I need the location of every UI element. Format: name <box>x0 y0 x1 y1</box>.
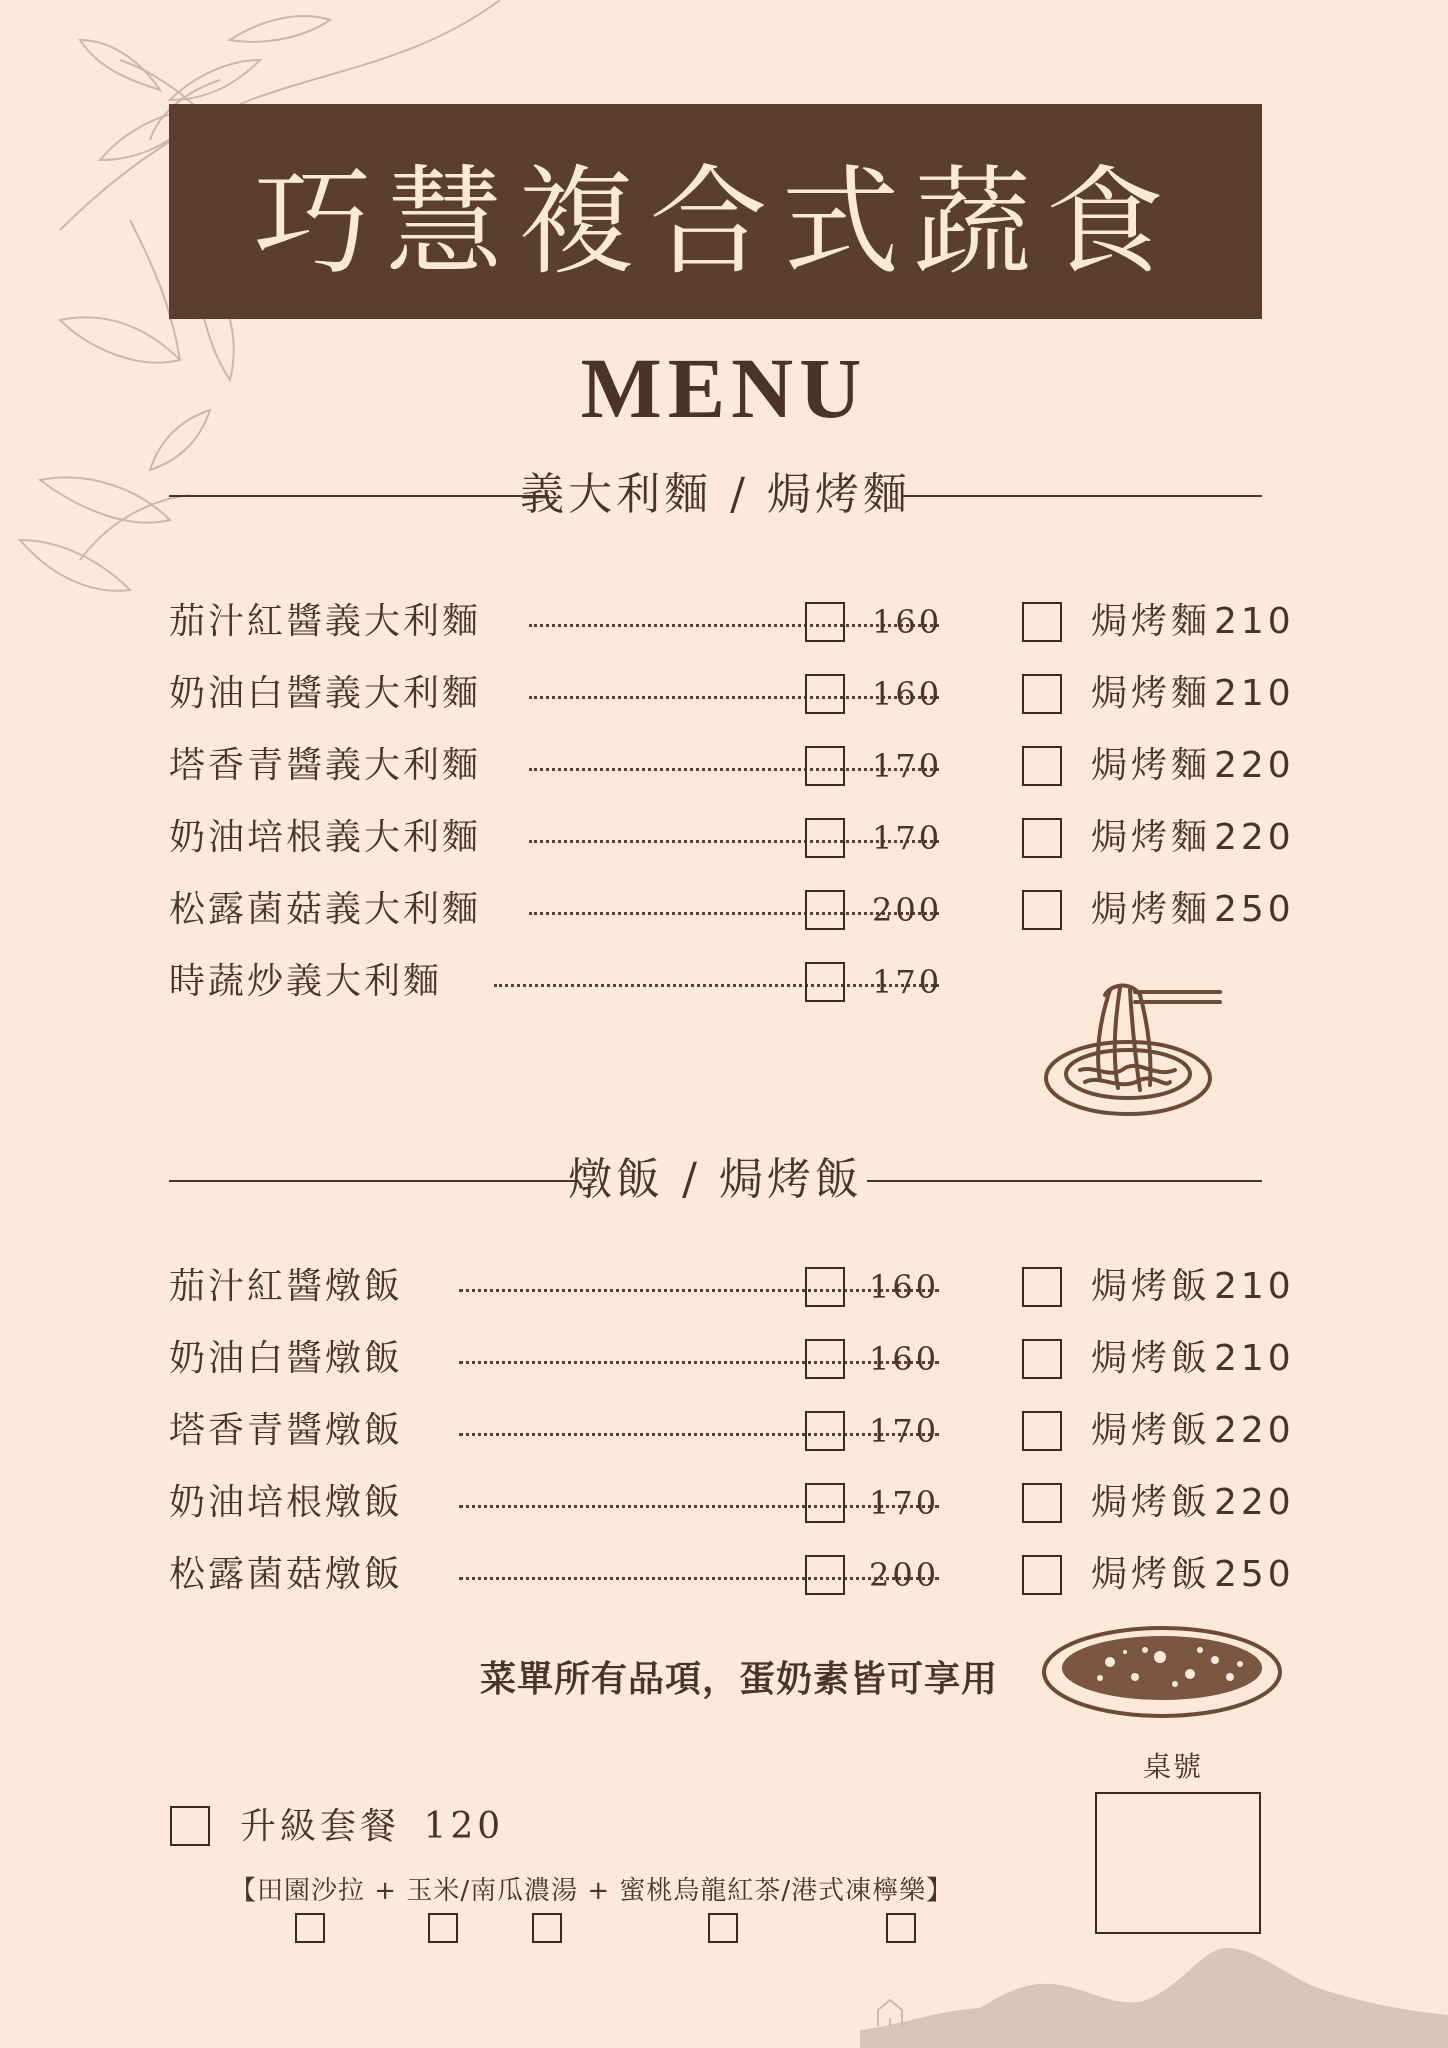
item-checkbox[interactable] <box>805 962 845 1002</box>
gratin-price: 220 <box>1214 1410 1295 1451</box>
risotto-plate-icon <box>1040 1622 1285 1722</box>
dotted-leader <box>459 1329 939 1389</box>
gratin-checkbox[interactable] <box>1022 1483 1062 1523</box>
gratin-price: 220 <box>1214 1482 1295 1523</box>
hills-house-decoration <box>860 1930 1448 2048</box>
gratin-checkbox[interactable] <box>1022 890 1062 930</box>
item-checkbox[interactable] <box>805 1483 845 1523</box>
title-banner <box>169 104 1262 319</box>
item-checkbox[interactable] <box>805 1339 845 1379</box>
gratin-label: 焗烤飯 <box>1091 1554 1212 1595</box>
gratin-price: 210 <box>1214 673 1295 714</box>
pasta-section-title: 義大利麵 / 焗烤麵 <box>520 469 911 520</box>
dotted-leader <box>459 1473 939 1533</box>
menu-item-row <box>169 1473 1295 1533</box>
combo-upgrade-checkbox[interactable] <box>170 1806 210 1846</box>
menu-heading: MENU <box>580 340 868 436</box>
menu-item-name: 茄汁紅醬義大利麵 <box>169 601 482 642</box>
menu-item-name: 奶油白醬燉飯 <box>169 1338 404 1379</box>
item-checkbox[interactable] <box>805 746 845 786</box>
table-number-field[interactable] <box>1095 1792 1261 1934</box>
item-price: 170 <box>869 1412 940 1450</box>
item-price: 200 <box>869 1556 940 1594</box>
menu-item-row <box>169 808 1295 868</box>
gratin-checkbox[interactable] <box>1022 1339 1062 1379</box>
menu-item-name: 奶油培根燉飯 <box>169 1482 404 1523</box>
item-checkbox[interactable] <box>805 818 845 858</box>
menu-item-row <box>169 664 1295 724</box>
item-price: 200 <box>872 891 943 929</box>
gratin-price: 210 <box>1214 601 1295 642</box>
dotted-leader <box>459 1545 939 1605</box>
gratin-label: 焗烤麵 <box>1091 673 1212 714</box>
gratin-checkbox[interactable] <box>1022 1267 1062 1307</box>
table-number-label: 桌號 <box>1143 1750 1204 1783</box>
menu-item-row <box>169 1329 1295 1389</box>
item-checkbox[interactable] <box>805 1411 845 1451</box>
risotto-section-heading <box>169 1150 1262 1210</box>
menu-item-name: 塔香青醬燉飯 <box>169 1410 404 1451</box>
item-price: 170 <box>869 1484 940 1522</box>
menu-item-row <box>169 1401 1295 1461</box>
gratin-price: 220 <box>1214 745 1295 786</box>
menu-item-name: 松露菌菇義大利麵 <box>169 889 482 930</box>
gratin-label: 焗烤麵 <box>1091 817 1212 858</box>
risotto-section-title: 燉飯 / 焗烤飯 <box>568 1154 863 1205</box>
combo-price: 120 <box>423 1806 505 1847</box>
item-price: 170 <box>872 819 943 857</box>
gratin-checkbox[interactable] <box>1022 818 1062 858</box>
spaghetti-plate-icon <box>1040 970 1230 1125</box>
item-checkbox[interactable] <box>805 1555 845 1595</box>
gratin-checkbox[interactable] <box>1022 674 1062 714</box>
menu-item-row <box>169 736 1295 796</box>
item-price: 170 <box>872 747 943 785</box>
item-price: 160 <box>872 675 943 713</box>
combo-pumpkin-soup-checkbox[interactable] <box>532 1913 562 1943</box>
menu-item-name: 松露菌菇燉飯 <box>169 1554 404 1595</box>
menu-item-name: 塔香青醬義大利麵 <box>169 745 482 786</box>
gratin-price: 250 <box>1214 889 1295 930</box>
combo-label: 升級套餐 <box>240 1806 401 1847</box>
menu-item-row <box>169 1257 1295 1317</box>
menu-item-name: 奶油培根義大利麵 <box>169 817 482 858</box>
gratin-price: 220 <box>1214 817 1295 858</box>
vegetarian-note: 菜單所有品項，蛋奶素皆可享用 <box>480 1659 999 1700</box>
gratin-checkbox[interactable] <box>1022 1411 1062 1451</box>
combo-salad-checkbox[interactable] <box>295 1913 325 1943</box>
restaurant-name: 巧慧複合式蔬食 <box>253 152 1178 291</box>
dotted-leader <box>459 1401 939 1461</box>
gratin-label: 焗烤飯 <box>1091 1266 1212 1307</box>
gratin-label: 焗烤麵 <box>1091 745 1212 786</box>
item-price: 160 <box>869 1340 940 1378</box>
gratin-label: 焗烤飯 <box>1091 1482 1212 1523</box>
pasta-section-heading <box>169 465 1262 525</box>
gratin-price: 250 <box>1214 1554 1295 1595</box>
dotted-leader <box>459 1257 939 1317</box>
menu-item-name: 時蔬炒義大利麵 <box>169 961 443 1002</box>
item-checkbox[interactable] <box>805 602 845 642</box>
gratin-checkbox[interactable] <box>1022 1555 1062 1595</box>
menu-item-row <box>169 1545 1295 1605</box>
combo-upgrade <box>240 1798 504 1849</box>
menu-item-row <box>169 592 1295 652</box>
item-checkbox[interactable] <box>805 674 845 714</box>
gratin-checkbox[interactable] <box>1022 746 1062 786</box>
item-checkbox[interactable] <box>805 890 845 930</box>
item-price: 170 <box>872 963 943 1001</box>
combo-tea-checkbox[interactable] <box>708 1913 738 1943</box>
gratin-label: 焗烤麵 <box>1091 601 1212 642</box>
item-checkbox[interactable] <box>805 1267 845 1307</box>
menu-item-name: 奶油白醬義大利麵 <box>169 673 482 714</box>
gratin-price: 210 <box>1214 1338 1295 1379</box>
gratin-label: 焗烤飯 <box>1091 1338 1212 1379</box>
combo-corn-soup-checkbox[interactable] <box>428 1913 458 1943</box>
item-price: 160 <box>872 603 943 641</box>
menu-item-row <box>169 880 1295 940</box>
gratin-checkbox[interactable] <box>1022 602 1062 642</box>
combo-description: 【田園沙拉 + 玉米/南瓜濃湯 + 蜜桃烏龍紅茶/港式凍檸樂】 <box>230 1876 954 1906</box>
gratin-label: 焗烤飯 <box>1091 1410 1212 1451</box>
gratin-label: 焗烤麵 <box>1091 889 1212 930</box>
item-price: 160 <box>869 1268 940 1306</box>
menu-item-name: 茄汁紅醬燉飯 <box>169 1266 404 1307</box>
gratin-price: 210 <box>1214 1266 1295 1307</box>
